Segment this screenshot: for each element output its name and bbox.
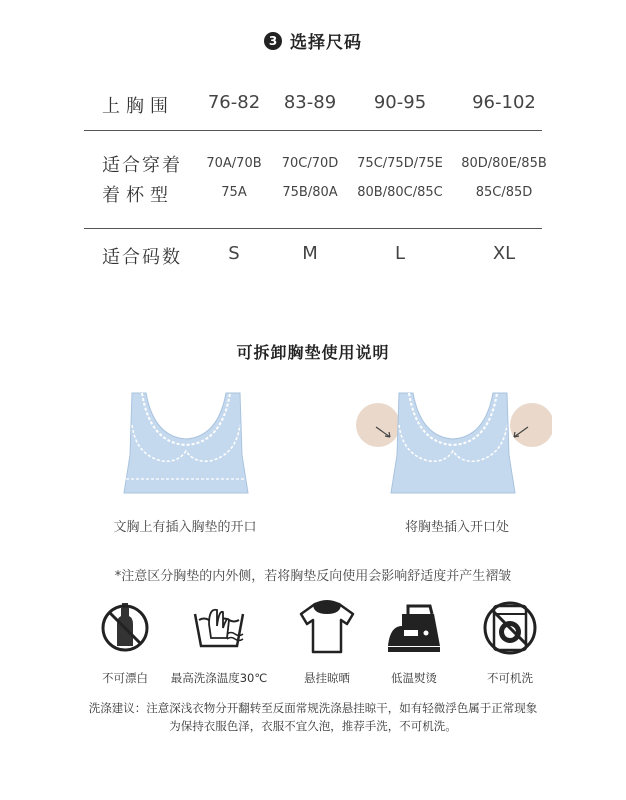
size-label: 适合码数 — [102, 247, 182, 268]
size-value: XL — [492, 243, 516, 264]
pad-notice: *注意区分胸垫的内外侧，若将胸垫反向使用会影响舒适度并产生褶皱 — [114, 569, 512, 584]
wash-advice-line2: 为保持衣服色泽，衣服不宜久泡，推荐手洗，不可机洗。 — [169, 719, 457, 733]
size-value: S — [228, 243, 240, 264]
bust-value: 90-95 — [373, 92, 427, 113]
no-machine-wash-icon — [480, 600, 540, 656]
cup-value: 70C/70D — [281, 156, 339, 171]
cup-label-line2: 着杯型 — [102, 185, 174, 206]
pad-instructions-title: 可拆卸胸垫使用说明 — [236, 343, 390, 362]
cup-value: 80D/80E/85B — [461, 156, 547, 171]
cup-value: 75B/80A — [282, 185, 338, 200]
pad-circle — [356, 403, 400, 447]
cup-value: 70A/70B — [206, 156, 262, 171]
cup-value: 75C/75D/75E — [357, 156, 443, 171]
insert-pad-caption: 将胸垫插入开口处 — [404, 520, 509, 535]
bra-opening-caption: 文胸上有插入胸垫的开口 — [113, 520, 257, 535]
cup-row — [84, 131, 547, 228]
bra-opening-illustration — [110, 385, 260, 500]
care-label: 不可机洗 — [487, 671, 533, 685]
cup-value: 80B/80C/85C — [357, 185, 443, 200]
low-iron-icon — [384, 600, 444, 656]
size-table — [84, 80, 547, 268]
section-title-text: 选择尺码 — [290, 33, 362, 53]
section-title — [0, 28, 626, 53]
size-value: M — [302, 243, 318, 264]
wash-advice-line1: 洗涤建议：注意深浅衣物分开翻转至反面常规洗涤悬挂晾干，如有轻微浮色属于正常现象 — [88, 701, 538, 715]
size-value: L — [394, 243, 406, 264]
hang-dry-icon — [297, 600, 357, 656]
care-label: 不可漂白 — [102, 671, 148, 685]
bust-value: 83-89 — [283, 92, 337, 113]
no-bleach-icon — [95, 600, 155, 656]
care-label: 悬挂晾晒 — [304, 671, 350, 685]
size-row — [84, 229, 542, 279]
cup-value: 75A — [221, 185, 247, 200]
bust-value: 96-102 — [472, 92, 536, 113]
cup-label-line1: 适合穿着 — [102, 155, 182, 176]
cup-value: 85C/85D — [475, 185, 533, 200]
max-wash-temp-icon — [189, 600, 249, 656]
bust-value: 76-82 — [207, 92, 261, 113]
bust-row — [84, 80, 542, 130]
care-label: 低温熨烫 — [391, 671, 437, 685]
step-number-badge: 3 — [264, 32, 282, 50]
pad-circle — [510, 403, 552, 447]
bust-label: 上胸围 — [102, 96, 174, 117]
insert-pad-illustration — [352, 385, 552, 500]
care-label: 最高洗涤温度30℃ — [170, 671, 268, 685]
